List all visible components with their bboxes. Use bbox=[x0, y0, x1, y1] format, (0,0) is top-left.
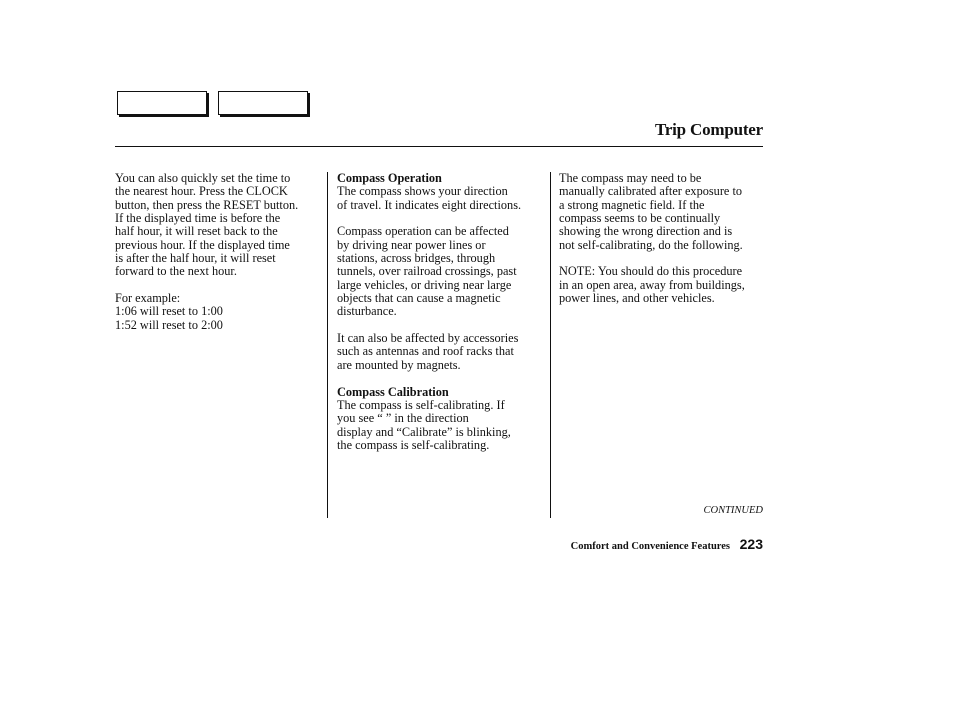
text-line: You can also quickly set the time to bbox=[115, 171, 291, 185]
text-line: disturbance. bbox=[337, 304, 397, 319]
text-line: 1:52 will reset to 2:00 bbox=[115, 317, 223, 332]
paragraph-compass-calibration bbox=[337, 386, 547, 453]
section-heading: Compass Calibration bbox=[337, 384, 449, 399]
text-line: display and “Calibrate” is blinking, bbox=[337, 424, 511, 439]
text-line: are mounted by magnets. bbox=[337, 357, 461, 372]
text-column-1 bbox=[115, 172, 325, 345]
text-line: power lines, and other vehicles. bbox=[559, 291, 715, 306]
text-line: The compass shows your direction bbox=[337, 184, 508, 199]
page-number: 223 bbox=[739, 536, 763, 552]
column-divider bbox=[327, 172, 328, 518]
page-title: Trip Computer bbox=[654, 120, 763, 139]
header-divider bbox=[115, 146, 763, 147]
text-line: stations, across bridges, through bbox=[337, 251, 496, 266]
text-line: half hour, it will reset back to the bbox=[115, 224, 278, 239]
paragraph-set-hour bbox=[115, 172, 325, 279]
text-line: showing the wrong direction and is bbox=[559, 224, 733, 239]
text-line: It can also be affected by accessories bbox=[337, 331, 519, 346]
text-line: The compass may need to be bbox=[559, 171, 702, 185]
text-line: The compass is self-calibrating. If bbox=[337, 397, 505, 412]
text-line: tunnels, over railroad crossings, past bbox=[337, 264, 517, 279]
paragraph-compass-operation bbox=[337, 172, 547, 212]
nav-button-index[interactable] bbox=[218, 91, 308, 115]
paragraph-interference bbox=[337, 225, 547, 318]
text-column-3 bbox=[559, 172, 769, 319]
text-line: in an open area, away from buildings, bbox=[559, 277, 745, 292]
text-line: previous hour. If the displayed time bbox=[115, 237, 290, 252]
text-line: Compass operation can be affected bbox=[337, 224, 509, 239]
paragraph-manual-calibration bbox=[559, 172, 769, 252]
nav-button-main-menu[interactable] bbox=[117, 91, 207, 115]
text-line: the compass is self-calibrating. bbox=[337, 437, 490, 452]
text-line: by driving near power lines or bbox=[337, 237, 486, 252]
text-line: a strong magnetic field. If the bbox=[559, 197, 705, 212]
text-line: If the displayed time is before the bbox=[115, 211, 281, 226]
text-line: forward to the next hour. bbox=[115, 264, 237, 279]
section-heading: Compass Operation bbox=[337, 171, 442, 185]
paragraph-accessories bbox=[337, 332, 547, 372]
footer-section-title: Comfort and Convenience Features bbox=[570, 541, 730, 552]
text-line: manually calibrated after exposure to bbox=[559, 184, 743, 199]
text-line: the nearest hour. Press the CLOCK bbox=[115, 184, 288, 199]
text-line: 1:06 will reset to 1:00 bbox=[115, 304, 223, 319]
text-line: objects that can cause a magnetic bbox=[337, 291, 501, 306]
text-line: is after the half hour, it will reset bbox=[115, 251, 276, 266]
text-line: NOTE: You should do this procedure bbox=[559, 264, 743, 279]
text-line: of travel. It indicates eight directions. bbox=[337, 197, 522, 212]
paragraph-example bbox=[115, 292, 325, 332]
column-divider bbox=[550, 172, 551, 518]
text-line: large vehicles, or driving near large bbox=[337, 277, 512, 292]
text-line: For example: bbox=[115, 291, 181, 306]
text-column-2 bbox=[337, 172, 547, 466]
text-line: button, then press the RESET button. bbox=[115, 197, 299, 212]
text-line: compass seems to be continually bbox=[559, 211, 721, 226]
text-line: not self-calibrating, do the following. bbox=[559, 237, 743, 252]
continued-label: CONTINUED bbox=[703, 505, 763, 516]
paragraph-note bbox=[559, 265, 769, 305]
text-line: such as antennas and roof racks that bbox=[337, 344, 514, 359]
text-line: you see “ ” in the direction bbox=[337, 411, 469, 426]
